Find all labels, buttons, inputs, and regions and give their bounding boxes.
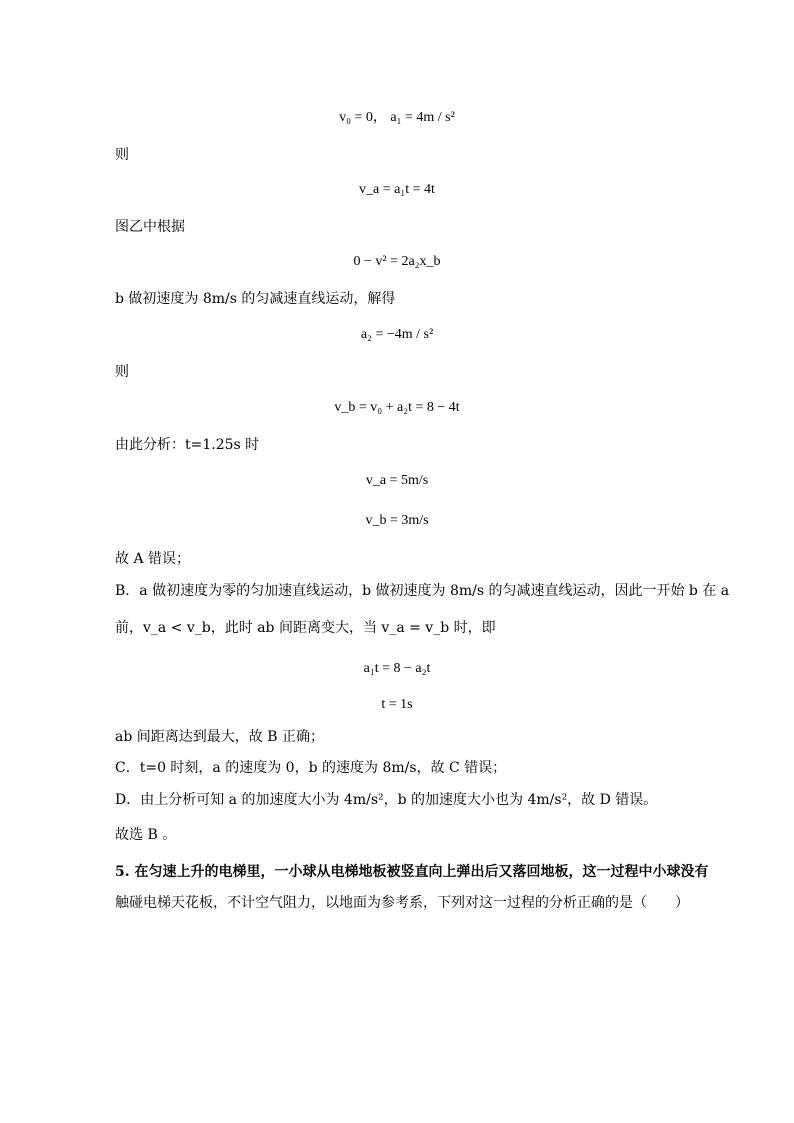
equation-a2: a₂ = −4m / s²	[360, 327, 434, 342]
text-line: C．t=0 时刻，a 的速度为 0，b 的速度为 8m/s，故 C 错误；	[115, 760, 507, 776]
equation-v0-a1: v₀ = 0， a₁ = 4m / s²	[339, 110, 455, 125]
text-line: B．a 做初速度为零的匀加速直线运动，b 做初速度为 8m/s 的匀减速直线运动，因此一开始 b 在 a	[115, 583, 730, 599]
text-line: b 做初速度为 8m/s 的匀减速直线运动，解得	[115, 291, 396, 307]
text-line: 图乙中根据	[115, 219, 185, 235]
text-line: 故 A 错误；	[115, 551, 191, 567]
question-5-line-2: 触碰电梯天花板，不计空气阻力，以地面为参考系，下列对这一过程的分析正确的是（ ）	[115, 895, 689, 911]
text-line: ab 间距离达到最大，故 B 正确；	[115, 729, 324, 745]
equation-t: t = 1s	[381, 697, 413, 712]
equation-vb: v_b = v₀ + a₂t = 8 − 4t	[334, 400, 460, 415]
equation-vb-value: v_b = 3m/s	[365, 513, 429, 528]
text-line: 故选 B 。	[115, 827, 177, 843]
equation-equal-speed: a₁t = 8 − a₂t	[363, 661, 431, 676]
text-line: D．由上分析可知 a 的加速度大小为 4m/s²，b 的加速度大小也为 4m/s²，故 D 错误。	[115, 792, 658, 808]
equation-kinematic: 0 − v² = 2a₂x_b	[353, 254, 441, 269]
question-5-line-1: 5. 在匀速上升的电梯里，一小球从电梯地板被竖直向上弹出后又落回地板，这一过程中小球没有	[115, 864, 709, 880]
equation-va: v_a = a₁t = 4t	[359, 182, 435, 197]
text-line: 则	[115, 147, 129, 163]
text-line: 前，v_a < v_b，此时 ab 间距离变大，当 v_a = v_b 时，即	[115, 620, 496, 636]
text-line: 由此分析：t=1.25s 时	[115, 437, 260, 453]
text-line: 则	[115, 364, 129, 380]
equation-va-value: v_a = 5m/s	[365, 473, 429, 488]
